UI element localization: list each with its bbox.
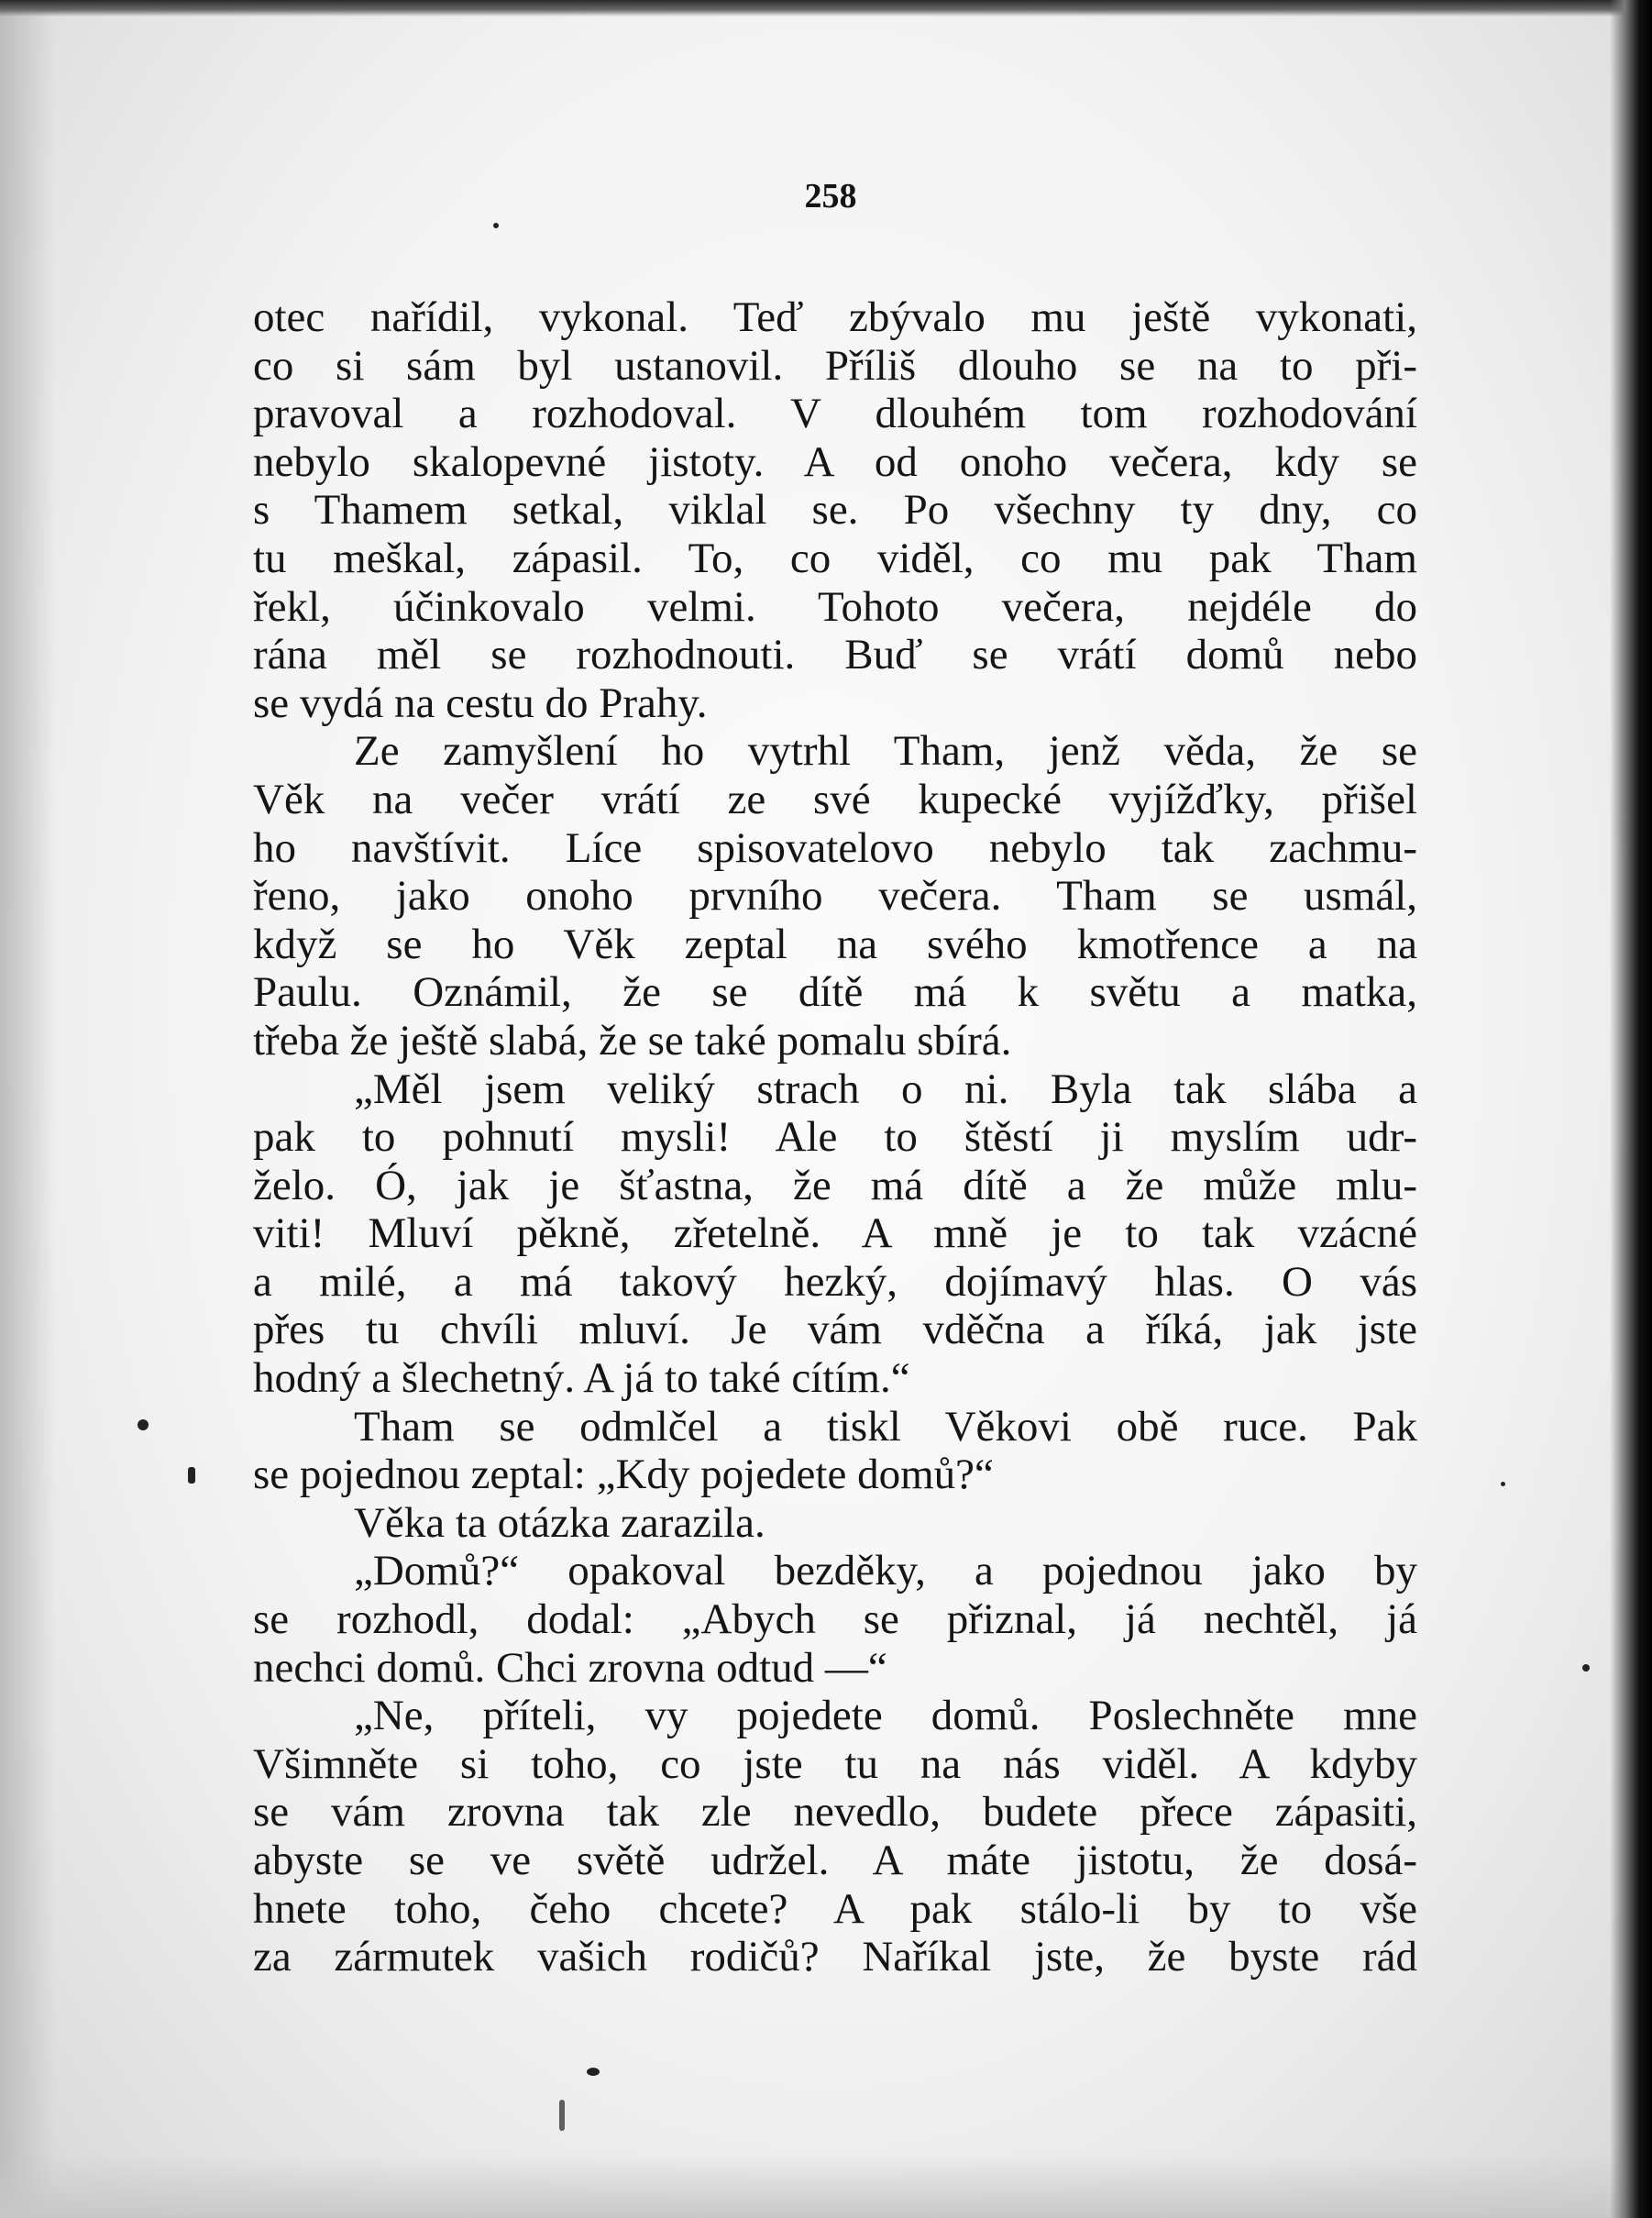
text-line: když se ho Věk zeptal na svého kmotřence a na	[253, 920, 1417, 968]
text-line: želo. Ó, jak je šťastna, že má dítě a že může mlu-	[253, 1161, 1417, 1209]
text-line: se vydá na cestu do Prahy.	[253, 679, 708, 727]
text-line: nebylo skalopevné jistoty. A od onoho večera, kdy se	[253, 437, 1417, 486]
text-line: se vám zrovna tak zle nevedlo, budete přece zápasiti,	[253, 1788, 1417, 1837]
text-line: Věka ta otázka zarazila.	[354, 1498, 765, 1547]
text-line: „Domů?“ opakoval bezděky, a pojednou jako by	[354, 1547, 1417, 1595]
text-line: co si sám byl ustanovil. Příliš dlouho se na to při-	[253, 341, 1417, 390]
scan-speck	[587, 2068, 600, 2076]
scan-edge-top	[0, 0, 1652, 17]
text-line: Paulu. Oznámil, že se dítě má k světu a matka,	[253, 968, 1417, 1017]
scan-edge-right	[1610, 0, 1652, 2218]
text-line: s Thamem setkal, viklal se. Po všechny ty dny, co	[253, 486, 1417, 535]
text-line: nechci domů. Chci zrovna odtud —“	[253, 1643, 887, 1692]
text-line: viti! Mluví pěkně, zřetelně. A mně je to tak vzácné	[253, 1209, 1417, 1258]
text-line: hnete toho, čeho chcete? A pak stálo-li by to vše	[253, 1884, 1417, 1933]
text-line: „Měl jsem veliký strach o ni. Byla tak slába a	[354, 1065, 1417, 1113]
scan-edge-left	[0, 0, 55, 2218]
text-line: řeno, jako onoho prvního večera. Tham se usmál,	[253, 872, 1417, 921]
text-line: rána měl se rozhodnouti. Buď se vrátí domů nebo	[253, 631, 1417, 679]
page-number: 258	[804, 177, 857, 215]
text-line: tu meškal, zápasil. To, co viděl, co mu pak Tham	[253, 534, 1417, 582]
scan-speck	[559, 2100, 565, 2131]
text-line: a milé, a má takový hezký, dojímavý hlas. O vás	[253, 1257, 1417, 1306]
text-line: Tham se odmlčel a tiskl Věkovi obě ruce. Pak	[354, 1402, 1417, 1451]
scan-speck	[1501, 1482, 1505, 1486]
text-line: „Ne, příteli, vy pojedete domů. Poslechněte mne	[354, 1692, 1417, 1740]
scan-speck	[1582, 1664, 1590, 1672]
text-line: otec nařídil, vykonal. Teď zbývalo mu ještě vykonati,	[253, 293, 1417, 341]
text-line: ho navštívit. Líce spisovatelovo nebylo tak zachmu-	[253, 823, 1417, 872]
text-line: pak to pohnutí mysli! Ale to štěstí ji myslím udr-	[253, 1113, 1417, 1162]
text-line: se pojednou zeptal: „Kdy pojedete domů?“	[253, 1451, 994, 1499]
text-line: pravoval a rozhodoval. V dlouhém tom rozhodování	[253, 390, 1417, 438]
text-line: se rozhodl, dodal: „Abych se přiznal, já nechtěl, já	[253, 1595, 1417, 1644]
text-line: přes tu chvíli mluví. Je vám vděčna a říká, jak jste	[253, 1306, 1417, 1354]
scan-speck	[493, 223, 499, 228]
body-text	[253, 293, 1417, 1981]
scan-edge-bottom	[0, 2154, 1652, 2218]
text-line: třeba že ještě slabá, že se také pomalu sbírá.	[253, 1016, 1012, 1065]
text-line: abyste se ve světě udržel. A máte jistotu, že dosá-	[253, 1837, 1417, 1884]
scan-speck	[138, 1419, 149, 1430]
scan-speck	[188, 1467, 195, 1484]
text-line: Ze zamyšlení ho vytrhl Tham, jenž věda, že se	[354, 727, 1417, 776]
text-line: hodný a šlechetný. A já to také cítím.“	[253, 1354, 910, 1403]
text-line: Všimněte si toho, co jste tu na nás viděl. A kdyby	[253, 1739, 1417, 1788]
text-line: řekl, účinkovalo velmi. Tohoto večera, nejdéle do	[253, 582, 1417, 631]
text-line: za zármutek vašich rodičů? Naříkal jste, že byste rád	[253, 1933, 1417, 1981]
text-line: Věk na večer vrátí ze své kupecké vyjížďky, přišel	[253, 775, 1417, 823]
